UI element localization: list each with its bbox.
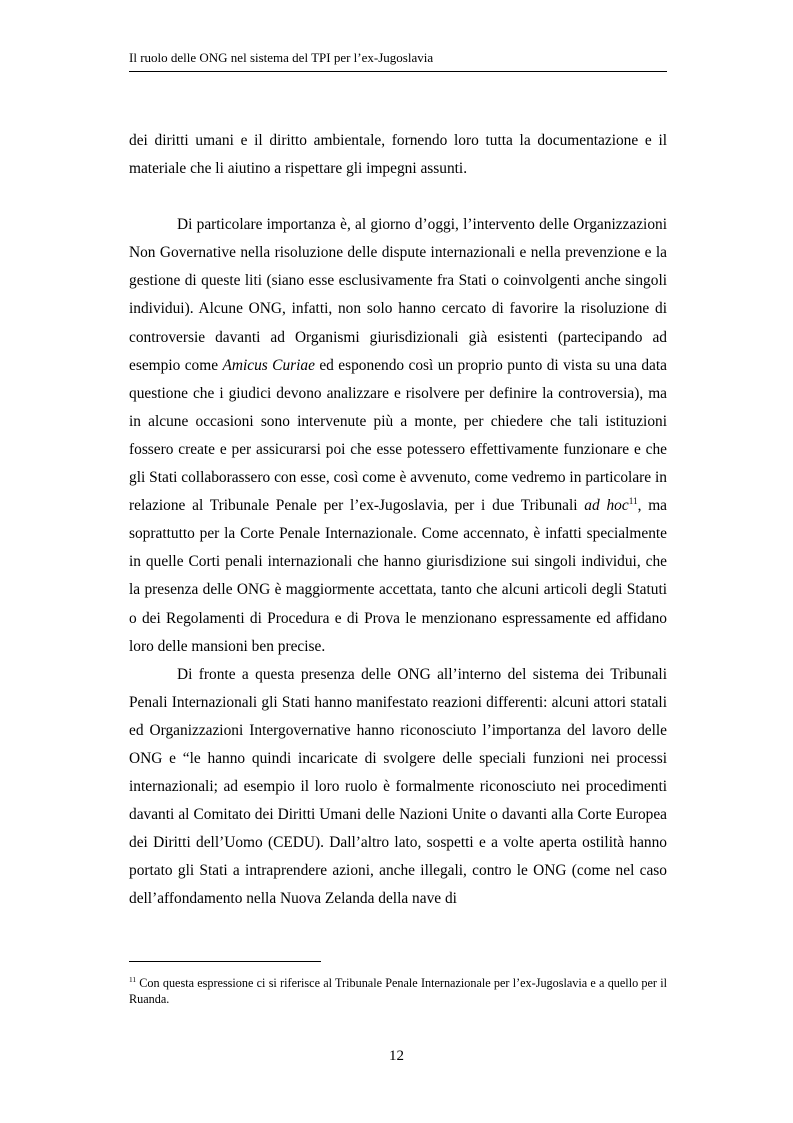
page-number: 12 [389, 1048, 404, 1064]
running-header: Il ruolo delle ONG nel sistema del TPI per l’ex-Jugoslavia [129, 50, 434, 65]
footnote-reference: 11 [628, 496, 638, 506]
paragraph-2 [129, 211, 667, 661]
footnote-rule [129, 961, 321, 962]
paragraph-2-part-b: ed esponendo così un proprio punto di vista su una data questione che i giudici devono analizzare e risolvere per definire la controversia), ma in alcune occasioni sono intervenute più a monte, per chiedere che tali istituzioni fossero create e per assicurarsi poi che esse potessero effettivamente funzionare e che gli Stati collaborassero con esse, così come è avvenuto, come vedremo in particolare in relazione al Tribunale Penale per l’ex-Jugoslavia, per i due Tribunali [129, 356, 667, 515]
header-rule [129, 71, 667, 72]
paragraph-1: dei diritti umani e il diritto ambientale, fornendo loro tutta la documentazione e il materiale che li aiutino a rispettare gli impegni assunti. [129, 132, 667, 178]
footnote-text: Con questa espressione ci si riferisce al Tribunale Penale Internazionale per l’ex-Jugoslavia e a quello per il Ruanda. [129, 976, 667, 1006]
paragraph-3: Di fronte a questa presenza delle ONG all’interno del sistema dei Tribunali Penali Internazionali gli Stati hanno manifestato reazioni differenti: alcuni attori statali ed Organizzazioni Intergovernative hanno riconosciuto l’importanza del lavoro delle ONG e “le hanno quindi incaricate di svolgere delle speciali funzioni nei processi internazionali; ad esempio il loro ruolo è formalmente riconosciuto nei procedimenti davanti al Comitato dei Diritti Umani delle Nazioni Unite o davanti alla Corte Europea dei Diritti dell’Uomo (CEDU). Dall’altro lato, sospetti e a volte aperta ostilità hanno portato gli Stati a intraprendere azioni, anche illegali, contro le ONG (come nel caso dell’affondamento nella Nuova Zelanda della nave di [129, 665, 667, 908]
footnote [129, 975, 667, 1007]
footnote-number: 11 [129, 974, 137, 984]
body-text [129, 127, 667, 914]
amicus-curiae-term: Amicus Curiae [222, 356, 315, 374]
paragraph-2-part-a: Di particolare importanza è, al giorno d’oggi, l’intervento delle Organizzazioni Non Governative nella risoluzione delle dispute internazionali e nella prevenzione e la gestione di queste liti (siano esse esclusivamente fra Stati o coinvolgenti anche singoli individui). Alcune ONG, infatti, non solo hanno cercato di favorire la risoluzione di controversie davanti ad Organismi giurisdizionali già esistenti (partecipando ad esempio come [129, 216, 667, 374]
ad-hoc-term: ad hoc [584, 497, 629, 515]
paragraph-2-part-c: , ma soprattutto per la Corte Penale Internazionale. Come accennato, è infatti specialmente in quelle Corti penali internazionali che hanno giurisdizione sui singoli individui, che la presenza delle ONG è maggiormente accettata, tanto che alcuni articoli degli Statuti o dei Regolamenti di Procedura e di Prova le menzionano espressamente ed affidano loro delle mansioni ben precise. [129, 497, 668, 655]
